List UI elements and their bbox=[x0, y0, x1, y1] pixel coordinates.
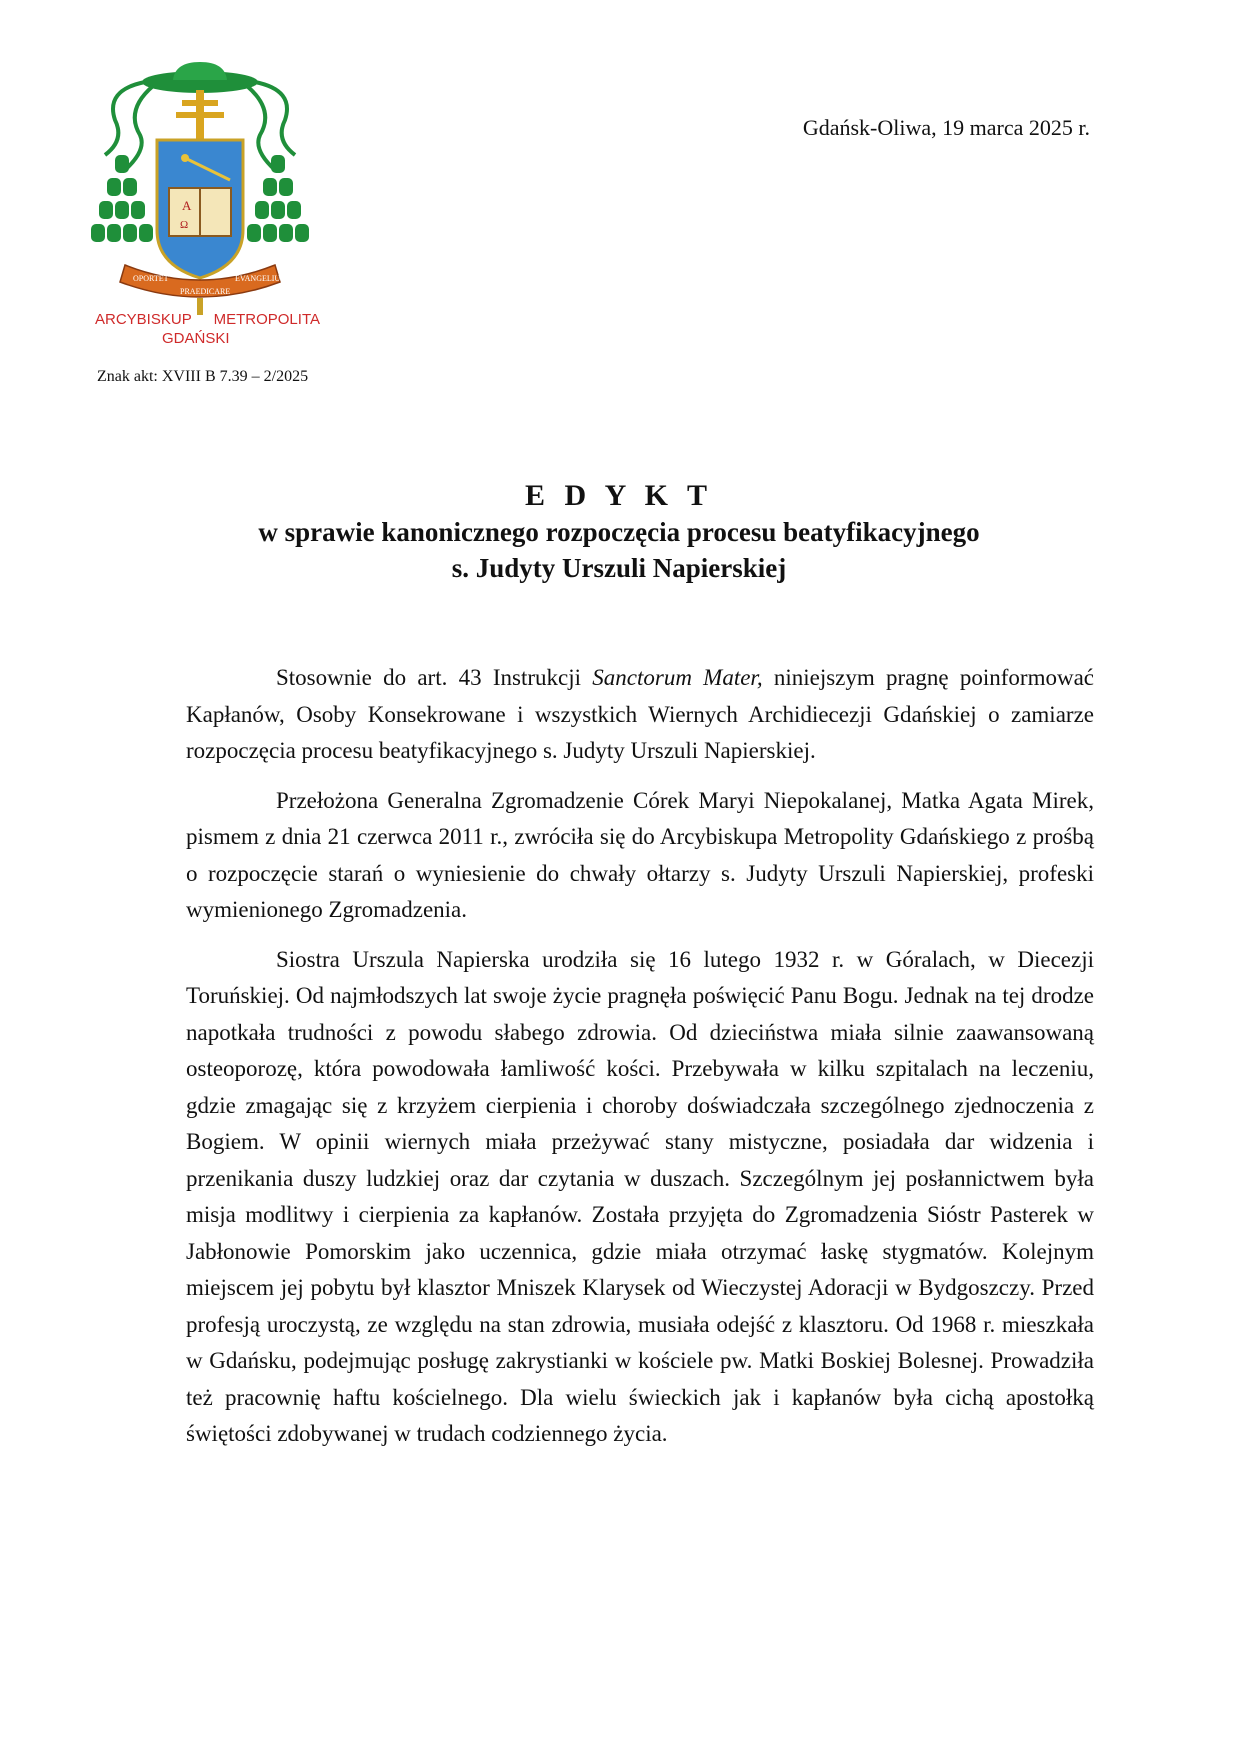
title-edict: E D Y K T bbox=[525, 479, 713, 512]
document-title bbox=[0, 478, 1238, 586]
paragraph-1-end: niniejszym pragnę poinformować Kapłanów, Osoby Konsekrowane i wszystkich Wiernych Archidiecezji Gdańskiej o zamiarze rozpoczęcia procesu beatyfikacyjnego s. Judyty Urszuli Napierskiej. bbox=[186, 665, 1094, 763]
paragraph-1-start: Stosownie do art. 43 Instrukcji bbox=[276, 665, 593, 690]
office-caption bbox=[95, 310, 325, 348]
document-body bbox=[186, 660, 1094, 1466]
motto-left: OPORTET bbox=[133, 274, 169, 283]
paragraph-1-italic: Sanctorum Mater, bbox=[592, 665, 763, 690]
paragraph-2: Przełożona Generalna Zgromadzenie Córek Maryi Niepokalanej, Matka Agata Mirek, pismem z dnia 21 czerwca 2011 r., zwróciła się do Arcybiskupa Metropolity Gdańskiego z prośbą o rozpoczęcie starań o wyniesienie do chwały ołtarzy s. Judyty Urszuli Napierskiej, profeski wymienionego Zgromadzenia. bbox=[186, 787, 1094, 922]
paragraph-3: Siostra Urszula Napierska urodziła się 16 lutego 1932 r. w Góralach, w Diecezji Toruńskiej. Od najmłodszych lat swoje życie pragnęła poświęcić Panu Bogu. Jednak na tej drodze napotkała trudności z powodu słabego zdrowia. Od dzieciństwa miała silnie zaawansowaną osteoporozę, która powodowała łamliwość kości. Przebywała w kilku szpitalach na leczeniu, gdzie zmagając się z krzyżem cierpienia i choroby doświadczała szczególnego zjednoczenia z Bogiem. W opinii wiernych miała przeżywać stany mistyczne, posiadała dar widzenia i przenikania duszy ludzkiej oraz dar czytania w duszach. Szczególnym jej posłannictwem była misja modlitwy i cierpienia za kapłanów. Została przyjęta do Zgromadzenia Sióstr Pasterek w Jabłonowie Pomorskim jako uczennica, gdzie miała otrzymać łaskę stygmatów. Kolejnym miejscem jej pobytu był klasztor Mniszek Klarysek od Wieczystej Adoracji w Bydgoszczy. Przed profesją uroczystą, ze względu na stan zdrowia, musiała odejść z klasztoru. Od 1968 r. mieszkała w Gdańsku, podejmując posługę zakrystianki w kościele pw. Matki Boskiej Bolesnej. Prowadziła też pracownię haftu kościelnego. Dla wielu świeckich jak i kapłanów była cichą apostołką świętości zdobywanej w trudach codziennego życia. bbox=[186, 946, 1094, 1446]
paragraph-1 bbox=[186, 660, 1094, 770]
caption-metropolitan: METROPOLITA bbox=[213, 311, 320, 328]
coat-of-arms-icon bbox=[85, 60, 315, 315]
emblem-omega: Ω bbox=[180, 219, 189, 231]
archbishop-coat-of-arms bbox=[85, 60, 315, 350]
caption-archbishop: ARCYBISKUP bbox=[95, 311, 192, 328]
place-and-date: Gdańsk-Oliwa, 19 marca 2025 r. bbox=[802, 115, 1090, 140]
title-subject: w sprawie kanonicznego rozpoczęcia procesu beatyfikacyjnego bbox=[258, 517, 980, 547]
caption-gdansk: GDAŃSKI bbox=[162, 330, 230, 347]
motto-center: PRAEDICARE bbox=[180, 287, 231, 296]
title-person: s. Judyty Urszuli Napierskiej bbox=[451, 553, 787, 583]
file-reference: Znak akt: XVIII B 7.39 – 2/2025 bbox=[97, 368, 309, 385]
emblem-alpha: A bbox=[182, 198, 192, 213]
motto-right: EVANGELIUM bbox=[235, 274, 288, 283]
